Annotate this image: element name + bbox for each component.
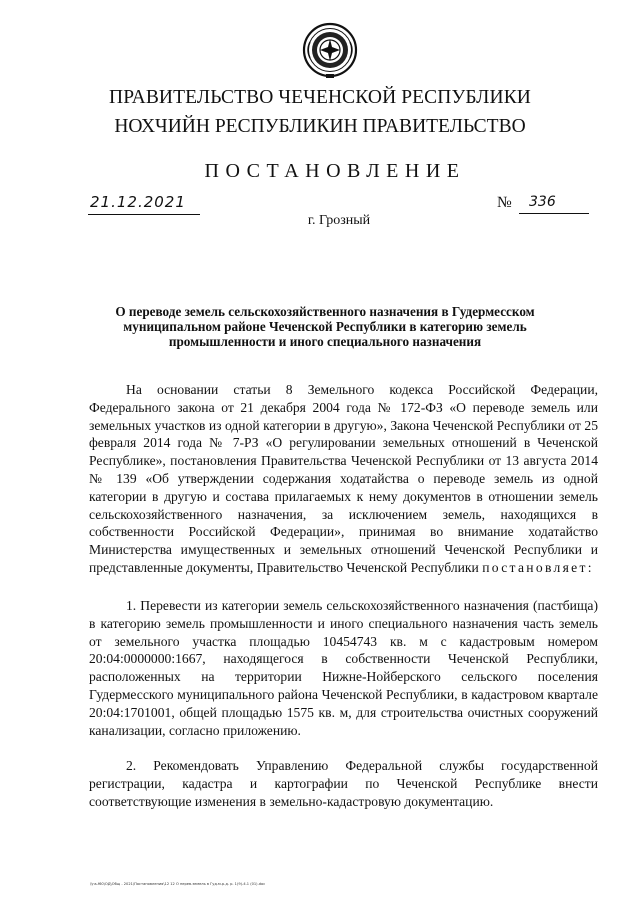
government-name-ru: ПРАВИТЕЛЬСТВО ЧЕЧЕНСКОЙ РЕСПУБЛИКИ (109, 87, 531, 108)
decree-word: постановляет: (482, 559, 594, 575)
number-sign: № (497, 194, 512, 211)
document-date: 21.12.2021 (90, 193, 186, 211)
preamble-text: На основании статьи 8 Земельного кодекса Российской Федерации, Федерального закона от 21 декабря 2004 года № 172-ФЗ «О переводе земель или земельных участков из одной категории в другую», Закона Чеченской Республики от 25 февраля 2014 года № 7-РЗ «О регулировании земельных отношений в Чеченской Республике», постановления Правительства Чеченской Республики от 13 августа 2014 № 139 «Об утверждении содержания ходатайства о переводе земель из одной категории в другую и состава прилагаемых к нему документов в отношении земель сельскохозяйственного назначения, за исключением земель, находящихся в собственности Российской Федерации», принимая во внимание ходатайство Министерства имущественных и земельных отношений Чеченской Республики и представленные документы, Правительство Чеченской Республики (89, 382, 598, 575)
document-number-line (519, 192, 589, 214)
document-number-field (497, 192, 589, 214)
government-name-ce: НОХЧИЙН РЕСПУБЛИКИН ПРАВИТЕЛЬСТВО (114, 116, 526, 137)
document-type: ПОСТАНОВЛЕНИЕ (204, 160, 466, 182)
body-paragraph-item-2 (89, 757, 598, 810)
chechen-republic-emblem-icon (302, 20, 358, 80)
resolution-title: О переводе земель сельскохозяйственного назначения в Гудермесском муниципальном районе Чеченской Республики в категорию земель промышленности и иного специального назначения (115, 304, 535, 349)
item-1-text: 1. Перевести из категории земель сельскохозяйственного назначения (пастбища) в категорию земель промышленности и иного специального назначения часть земель от земельного участка площадью 10454743 кв. м с кадастровым номером 20:04:0000000:1667, находящегося в собственности Чеченской Республики, расположенных на территории Нижне-Нойберского сельского поселения Гудермесского муниципального района Чеченской Республики, в кадастровом квартале 20:04:1701001, общей площадью 1575 кв. м, для строительства очистных сооружений канализации, согласно приложению. (89, 598, 598, 738)
body-paragraph-item-1 (89, 597, 598, 739)
city-name: г. Грозный (307, 213, 371, 228)
file-path-footer: \\ns-f60\ОД\Общ - 2021\Постановления\12 12 О перев.земель в Гуд.м.р.д. р. 1(9)-4.1 (01).doc (90, 882, 266, 886)
document-number: 336 (529, 194, 556, 210)
body-paragraph-preamble (89, 381, 598, 577)
item-2-text: 2. Рекомендовать Управлению Федеральной службы государственной регистрации, кадастра и картографии по Чеченской Республике внести соответствующие изменения в земельно-кадастровую документацию. (89, 758, 598, 809)
